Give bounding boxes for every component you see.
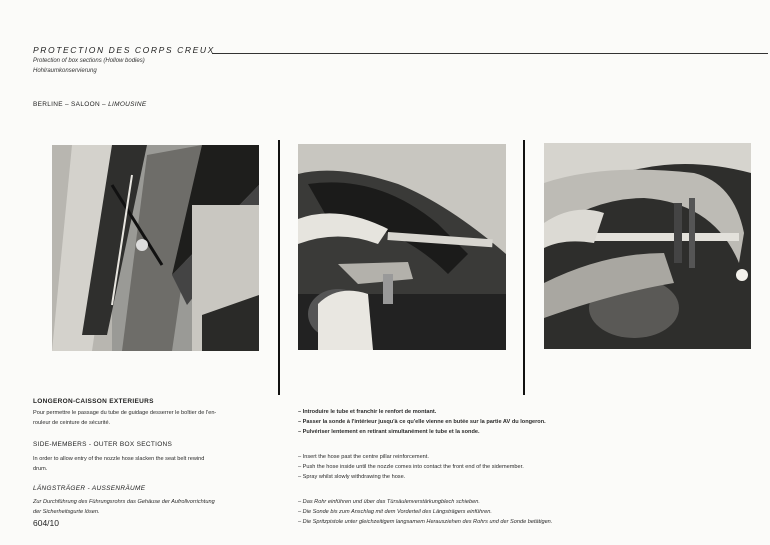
heading-de-left: LÄNGSTRÄGER - AUSSENRÄUME: [33, 485, 146, 492]
variant-suffix: LIMOUSINE: [108, 101, 147, 108]
body-de-left-1: Zur Durchführung des Führungsrohrs das Gehäuse der Aufrollvorrichtung: [33, 499, 215, 505]
column-divider-left: [278, 140, 280, 395]
body-en-left-2: drum.: [33, 466, 48, 472]
step-de-3: – Die Spritzpistole unter gleichzeitigem langsamem Herausziehen des Rohrs und der Sonde betätigen.: [298, 519, 553, 525]
body-fr-left-2: rouleur de ceinture de sécurité.: [33, 420, 111, 426]
step-en-3: – Spray whilst slowly withdrawing the hose.: [298, 474, 406, 480]
subtitle-german: Hohlraumkonservierung: [33, 68, 97, 74]
body-de-left-2: der Sicherheitsgurte lösen.: [33, 509, 100, 515]
step-en-2: – Push the hose inside until the nozzle comes into contact the front end of the sidemember.: [298, 464, 524, 470]
step-de-2: – Die Sonde bis zum Anschlag mit dem Vorderteil des Längsträgers einführen.: [298, 509, 492, 515]
column-divider-right: [523, 140, 525, 395]
photo-spray-gun: [298, 144, 506, 350]
step-fr-1: – Introduire le tube et franchir le renfort de montant.: [298, 409, 437, 415]
header-rule: [212, 53, 768, 54]
heading-en-left: SIDE-MEMBERS - OUTER BOX SECTIONS: [33, 441, 173, 448]
page-number: 604/10: [33, 518, 59, 528]
vehicle-variant: [33, 101, 147, 108]
step-fr-2: – Passer la sonde à l'intérieur jusqu'à ce qu'elle vienne en butée sur la partie AV du longeron.: [298, 419, 546, 425]
page-title: PROTECTION DES CORPS CREUX: [33, 45, 215, 55]
body-fr-left-1: Pour permettre le passage du tube de guidage desserrer le boîtier de l'en-: [33, 410, 217, 416]
variant-prefix: BERLINE – SALOON –: [33, 101, 106, 108]
heading-fr-left: LONGERON-CAISSON EXTERIEURS: [33, 398, 154, 405]
photo-hose-insertion: [544, 143, 751, 349]
body-en-left-1: In order to allow entry of the nozzle hose slacken the seat belt rewind: [33, 456, 205, 462]
step-fr-3: – Pulvériser lentement en retirant simultanément le tube et la sonde.: [298, 429, 480, 435]
subtitle-english: Protection of box sections (Hollow bodies): [33, 58, 145, 64]
step-de-1: – Das Rohr einführen und über das Türsäulenverstärkungblech schieben.: [298, 499, 480, 505]
photo-pillar-interior: [52, 145, 259, 351]
step-en-1: – Insert the hose past the centre pillar reinforcement.: [298, 454, 429, 460]
